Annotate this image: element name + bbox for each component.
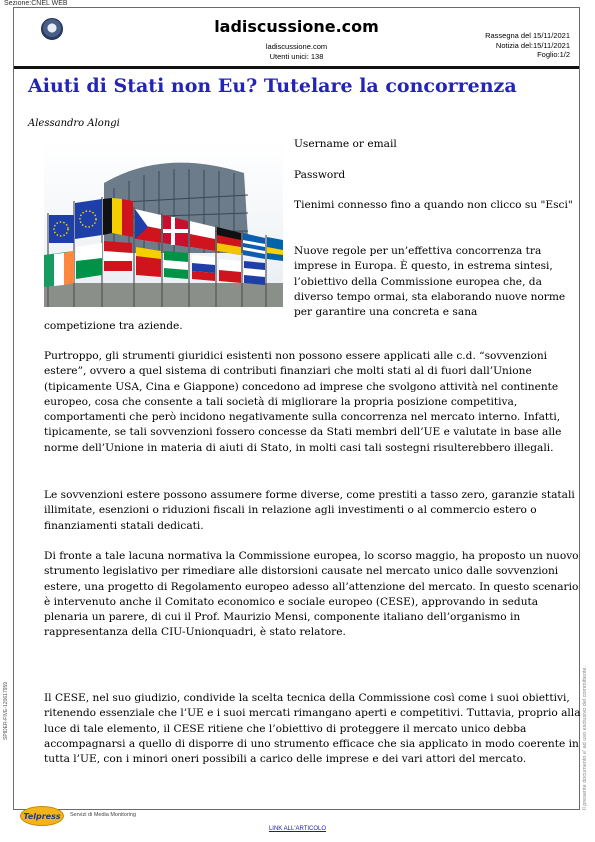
article-photo — [44, 143, 283, 307]
login-remember-label: Tienimi connesso fino a quando non clicco su "Esci" — [294, 199, 573, 211]
article-author: Alessandro Alongi — [28, 118, 120, 129]
sheet-number: Foglio:1/2 — [537, 50, 570, 59]
article-intro-side: Nuove regole per un’effettiva concorrenza tra imprese in Europa. È questo, in estrema sintesi, l’obiettivo della Commissione europea che, da diverso tempo ormai, sta elaborando nuove norme per garantire una concreta e sana — [294, 245, 566, 319]
article-intro-continuation: competizione tra aziende. — [44, 320, 183, 332]
page-frame — [13, 7, 580, 810]
notizia-date: Notizia del:15/11/2021 — [495, 40, 570, 50]
article-paragraph-4: Il CESE, nel suo giudizio, condivide la scelta tecnica della Commissione così come i suoi obiettivi, ritenendo essenziale che l’UE e i suoi mercati rimangano aperti e competitivi. Tuttavia, proprio alla luce di tale elemento, il CESE ritiene che l’obiettivo di proteggere il mercato unico debba accompagnarsi a quello di disporre di uno strumento efficace che sia applicato in modo coerente in tutta l’UE, con i minori oneri possibili a carico delle imprese e dei vari attori del mercato. — [44, 692, 581, 766]
login-username-label: Username or email — [294, 138, 397, 150]
header-divider — [14, 66, 579, 69]
press-review-meta — [485, 31, 570, 60]
login-password-label: Password — [294, 169, 346, 181]
link-to-article[interactable]: LINK ALL'ARTICOLO — [268, 826, 327, 832]
article-paragraph-2: Le sovvenzioni estere possono assumere forme diverse, come prestiti a tasso zero, garanzie statali illimitate, esenzioni o riduzioni fiscali in relazione agli investimenti o al commercio estero o finanziamenti statali dedicati. — [44, 489, 575, 532]
section-label: Sezione:CNEL WEB — [4, 0, 68, 7]
header — [14, 8, 579, 65]
unique-users: Utenti unici: 138 — [269, 52, 324, 61]
article-paragraph-1: Purtroppo, gli strumenti giuridici esistenti non possono essere applicati alle c.d. “sovvenzioni estere”, ovvero a quel sistema di contributi finanziari che molti stati al di fuori dall’Unione (tipicamente USA, Cina e Giappone) concedono ad imprese che svolgono attività nel continente europeo, cosa che consente a tali società di migliorare la propria posizione competitiva, comportamenti che però incidono negativamente sulla concorrenza nel mercato interno. Infatti, tipicamente, se tali sovvenzioni fossero concesse da Stati membri dell’UE e valutate in base alle norme dell’Unione in materia di aiuti di Stato, in molti casi tali sostegni risulterebbero illegali. — [44, 350, 562, 454]
article-title: Aiuti di Stati non Eu? Tutelare la concorrenza — [28, 75, 517, 97]
telpress-service-label: Servizi di Media Monitoring — [70, 812, 137, 818]
eu-parliament-flags-image — [44, 143, 283, 307]
document-code: SPIDER-FIVE-120617959 — [3, 681, 9, 740]
usage-notice: Il presente documento e' ad uso esclusivo del committente. — [582, 665, 588, 810]
site-url: ladiscussione.com — [265, 42, 328, 51]
telpress-logo: Telpress — [20, 806, 64, 826]
rassegna-date: Rassegna del 15/11/2021 — [485, 31, 570, 40]
article-paragraph-3: Di fronte a tale lacuna normativa la Commissione europea, lo scorso maggio, ha proposto un nuovo strumento legislativo per rimediare alle distorsioni causate nel mercato unico dalle sovvenzioni estere, una progetto di Regolamento europeo adesso all’attenzione del mercato. In questo scenario è intervenuto anche il Comitato economico e sociale europeo (CESE), approvando in seduta plenaria un parere, di cui il Prof. Maurizio Mensi, componente italiano dell’organismo in rappresentanza della CIU-Unionquadri, è stato relatore. — [44, 550, 579, 639]
site-title: ladiscussione.com — [214, 17, 379, 36]
